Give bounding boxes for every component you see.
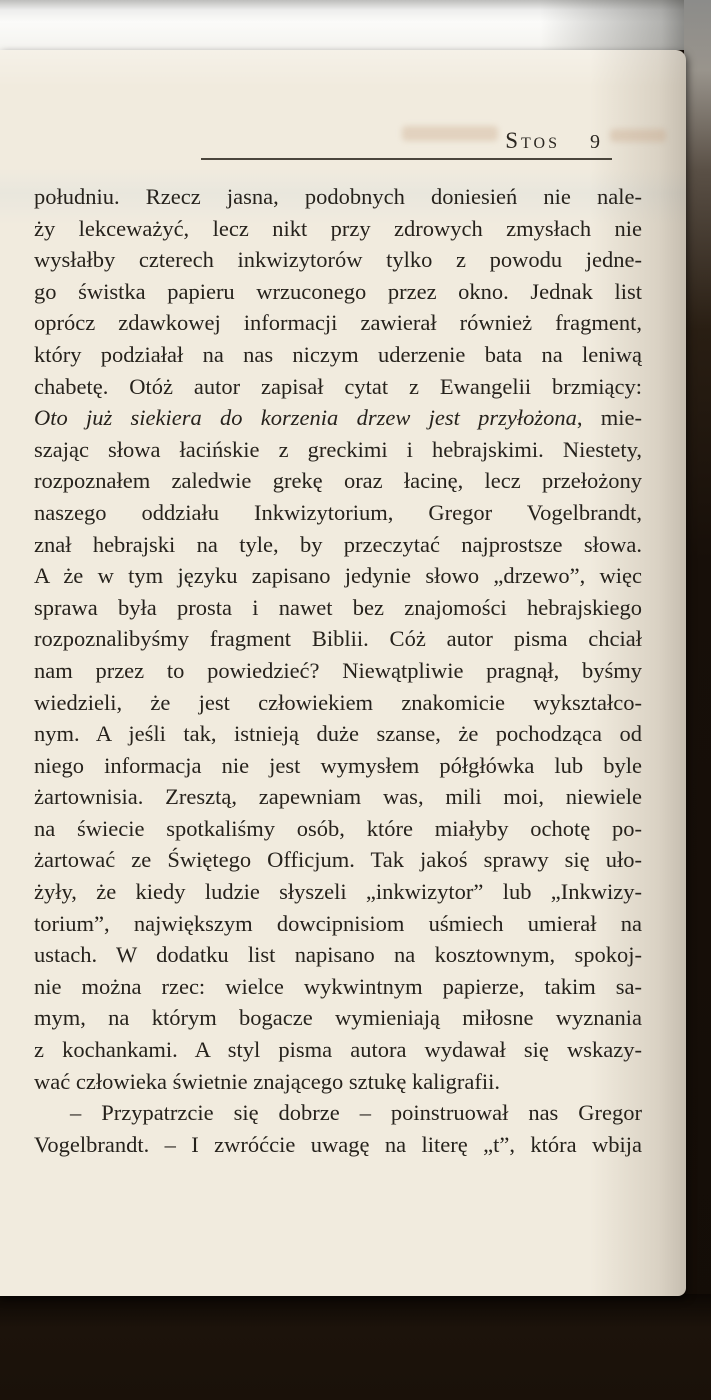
scanner-background-top [0, 0, 711, 50]
text-line: torium”, największym dowcipnisiom uśmiech umierał na [34, 910, 642, 936]
text-line: Vogelbrandt. – I zwróćcie uwagę na literę „t”, która wbija [34, 1131, 642, 1157]
text-line: z kochankami. A styl pisma autora wydawał się wskazy- [34, 1037, 642, 1063]
scanner-background-right [684, 0, 711, 1400]
text-line: wiedzieli, że jest człowiekiem znakomicie wykształco- [34, 689, 642, 715]
text-line: ustach. W dodatku list napisano na kosztownym, spokoj- [34, 942, 642, 968]
text-line: go świstka papieru wrzuconego przez okno. Jednak list [34, 278, 642, 304]
body-text [34, 181, 642, 1160]
text-line: znał hebrajski na tyle, by przeczytać najprostsze słowa. [34, 531, 642, 557]
page-number: 9 [590, 131, 600, 153]
book-page [0, 50, 686, 1296]
text-line: żartować ze Świętego Officjum. Tak jakoś sprawy się uło- [34, 847, 642, 873]
text-line: Oto już siekiera do korzenia drzew jest przyłożona, mie- [34, 405, 642, 431]
text-line: nie można rzec: wielce wykwintnym papierze, takim sa- [34, 973, 642, 999]
text-line: ży lekceważyć, lecz nikt przy zdrowych zmysłach nie [34, 215, 642, 241]
text-line: mym, na którym bogacze wymieniają miłosne wyznania [34, 1005, 642, 1031]
text-line: niego informacja nie jest wymysłem półgłówka lub byle [34, 752, 642, 778]
text-line: szając słowa łacińskie z greckimi i hebrajskimi. Niestety, [34, 436, 642, 462]
text-line: oprócz zdawkowej informacji zawierał również fragment, [34, 310, 642, 336]
show-through-marks [610, 129, 666, 142]
text-line: żartownisia. Zresztą, zapewniam was, mili moi, niewiele [34, 784, 642, 810]
text-line: chabetę. Otóż autor zapisał cytat z Ewangelii brzmiący: [34, 373, 642, 399]
text-line: – Przypatrzcie się dobrze – poinstruował nas Gregor [70, 1100, 642, 1126]
text-line: rozpoznałem zaledwie grekę oraz łacinę, lecz przełożony [34, 468, 642, 494]
text-line: wać człowieka świetnie znającego sztukę kaligrafii. [34, 1068, 501, 1094]
text-line: naszego oddziału Inkwizytorium, Gregor Vogelbrandt, [34, 499, 642, 525]
text-line: A że w tym języku zapisano jedynie słowo „drzewo”, więc [34, 563, 642, 589]
running-title: Stos [505, 128, 560, 153]
text-line: sprawa była prosta i nawet bez znajomości hebrajskiego [34, 594, 642, 620]
scanner-background-bottom [0, 1294, 711, 1400]
text-line: na świecie spotkaliśmy osób, które miałyby ochotę po- [34, 815, 642, 841]
text-line: nam przez to powiedzieć? Niewątpliwie pragnął, byśmy [34, 657, 642, 683]
page-header [201, 128, 612, 160]
text-line: wysłałby czterech inkwizytorów tylko z powodu jedne- [34, 247, 642, 273]
text-line: południu. Rzecz jasna, podobnych doniesień nie nale- [34, 184, 642, 209]
text-line: żyły, że kiedy ludzie słyszeli „inkwizytor” lub „Inkwizy- [34, 879, 642, 905]
text-line: nym. A jeśli tak, istnieją duże szanse, że pochodząca od [34, 721, 642, 747]
text-line: rozpoznalibyśmy fragment Biblii. Cóż autor pisma chciał [34, 626, 642, 652]
text-line: który podziałał na nas niczym uderzenie bata na leniwą [34, 341, 642, 367]
